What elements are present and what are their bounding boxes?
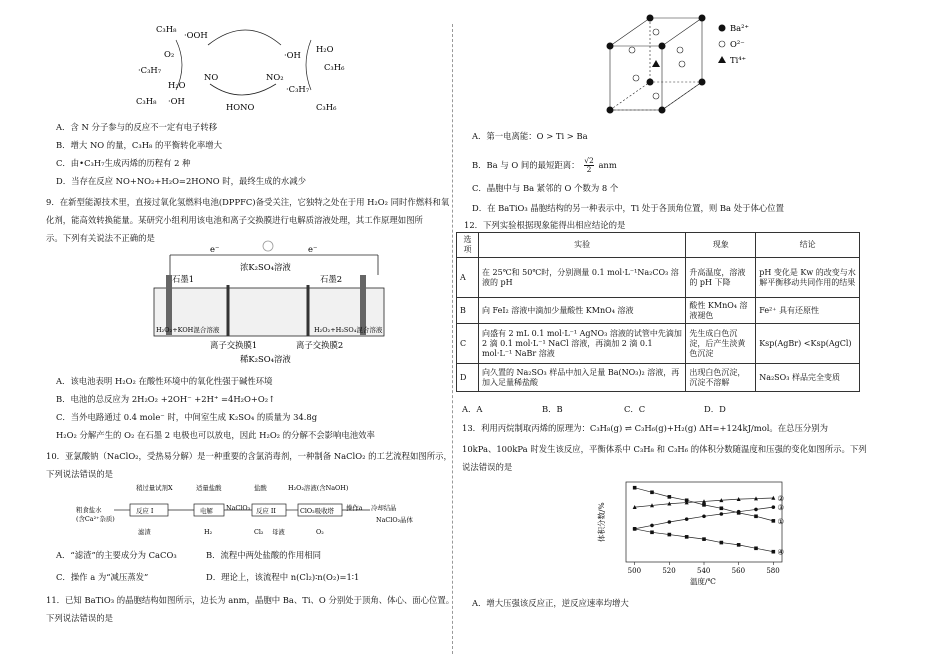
q10-reaction1: 反应 I (136, 507, 154, 515)
q11-b-den: 2 (586, 165, 592, 174)
bulb-icon (263, 241, 273, 251)
q10-stem-1: 10．亚氯酸钠（NaClO₂，受热易分解）是一种重要的含氯消毒剂，一种制备 NaClO₂ 的工艺流程如图所示， (46, 451, 452, 461)
data-point (702, 514, 706, 518)
q9-dilute-k2so4: 稀K₂SO₄溶液 (240, 354, 291, 364)
data-point (702, 537, 706, 541)
chart-frame (626, 482, 785, 562)
q10-hcl-a: 适量盐酸 (196, 484, 222, 492)
q9-e-left: e⁻ (210, 244, 220, 254)
q8-o2: O₂ (164, 49, 175, 59)
q13-stem-1: 13．利用丙烷制取丙烯的原理为：C₃H₈(g) ⇌ C₃H₆(g)+H₂(g) ΔH=+124kJ/mol。在总压分别为 (462, 423, 829, 433)
q8-option-b: B．增大 NO 的量，C₃H₈ 的平衡转化率增大 (56, 140, 223, 150)
q10-flow-diagram (76, 480, 426, 540)
q8-no: NO (204, 72, 219, 82)
q12-table (456, 232, 860, 392)
q8-option-c: C．由•C₃H₇生成丙烯的历程有 2 种 (56, 158, 191, 168)
column-divider (452, 24, 453, 654)
table-row: D 向久置的 Na₂SO₃ 样品中加入足量 Ba(NO₃)₂ 溶液，再加入足量稀盐酸 出现白色沉淀，沉淀不溶解 Na₂SO₃ 样品完全变质 (457, 364, 860, 392)
q10-option-b: B．流程中两处盐酸的作用相同 (206, 550, 322, 560)
header-phenomenon: 现象 (686, 233, 756, 258)
table-row: C 向盛有 2 mL 0.1 mol·L⁻¹ AgNO₃ 溶液的试管中先滴加 2 滴 0.1 mol·L⁻¹ NaCl 溶液，再滴加 2 滴 0.1 mol·L⁻¹ NaBr 溶液 先生成白色沉淀，后产生淡黄色沉淀 Ksp(AgBr) <Ksp(AgCl) (457, 324, 860, 364)
data-point (650, 530, 654, 534)
q8-oh-a: ·OH (168, 96, 185, 106)
q11-stem-1: 11．已知 BaTiO₃ 的晶胞结构如图所示，边长为 anm，晶胞中 Ba、Ti、O 分别处于顶角、体心、面心位置。 (46, 595, 455, 605)
q8-c3h7-b: ·C₃H₇ (286, 84, 310, 94)
q8-mechanism-diagram (116, 10, 376, 115)
q9-graphite1: 石墨1 (172, 274, 195, 284)
q10-stem-2: 下列说法错误的是 (46, 469, 113, 479)
q9-stem-1: 9．在新型能源技术里，直接过氧化氢燃料电池(DPPFC)备受关注，它独特之处在于用 H₂O₂ 同时作燃料和氧 (46, 197, 450, 207)
q8-hono: HONO (226, 102, 255, 112)
q10-h2o2: H₂O₂溶液(含NaOH) (288, 484, 349, 492)
header-conclusion: 结论 (756, 233, 860, 258)
data-point (772, 519, 776, 523)
q9-option-a: A．该电池表明 H₂O₂ 在酸性环境中的氧化性强于碱性环境 (56, 376, 273, 386)
arc-top (208, 30, 281, 45)
q10-option-d: D．理论上，该流程中 n(Cl₂)∶n(O₂)=1∶1 (206, 572, 360, 582)
q13-stem-2: 10kPa、100kPa 时发生该反应，平衡体系中 C₃H₈ 和 C₃H₆ 的体积分数随温度和压强的变化如图所示。下列 (462, 444, 867, 454)
q12-choice-d: D．D (704, 404, 726, 414)
q8-c3h8-a: C₃H₈ (156, 24, 177, 34)
q12-choice-c: C．C (624, 404, 646, 414)
legend-ba: Ba²⁺ (730, 23, 749, 33)
q10-electrolysis: 电解 (200, 507, 213, 515)
q10-clo2-absorb: ClO₂吸收塔 (300, 507, 334, 515)
data-point (668, 520, 672, 524)
ti-marker (652, 60, 660, 67)
q9-membrane2: 离子交换膜2 (296, 340, 344, 350)
data-point (772, 505, 776, 509)
table-row: B 向 FeI₂ 溶液中滴加少量酸性 KMnO₄ 溶液 酸性 KMnO₄ 溶液褪色 Fe²⁺ 具有还原性 (457, 298, 860, 324)
data-point (754, 514, 758, 518)
q11-stem-2: 下列说法错误的是 (46, 613, 113, 623)
q11-b-num: √2 (584, 156, 594, 165)
q8-c3h7-a: ·C₃H₇ (138, 65, 162, 75)
q8-h2o-a: H₂O (168, 80, 186, 90)
q9-option-d: H₂O₂ 分解产生的 O₂ 在石墨 2 电极也可以放电，因此 H₂O₂ 的分解不会影响电池效率 (56, 430, 375, 440)
q11-option-c: C．晶胞中与 Ba 紧邻的 O 个数为 8 个 (472, 183, 619, 193)
data-point (668, 495, 672, 499)
q10-raw-sub: (含Ca²⁺杂质) (76, 515, 115, 523)
q10-hcl-b: 盐酸 (254, 484, 267, 492)
header-option: 选项 (457, 233, 479, 258)
x-tick-label: 560 (731, 567, 746, 575)
data-point (754, 508, 758, 512)
q10-option-a: A．“滤渣”的主要成分为 CaCO₃ (56, 550, 177, 560)
q10-reaction2: 反应 II (256, 507, 276, 515)
data-point (650, 490, 654, 494)
arc-right (306, 40, 311, 90)
q10-product: NaClO₂晶体 (376, 516, 413, 524)
x-tick-label: 580 (766, 567, 780, 575)
q10-cryst: 冷却结晶 (371, 504, 397, 512)
q9-option-c: C．当外电路通过 0.4 mole⁻ 时，中间室生成 K₂SO₄ 的质量为 34.8g (56, 412, 318, 422)
data-point (720, 506, 724, 510)
q9-graphite2: 石墨2 (320, 274, 343, 284)
data-point (685, 517, 689, 521)
q8-option-d: D．当存在反应 NO+NO₂+H₂O=2HONO 时，最终生成的水减少 (56, 176, 307, 186)
q8-no2: NO₂ (266, 72, 284, 82)
data-point (685, 535, 689, 539)
q9-right-solution: H₂O₂+H₂SO₄混合溶液 (314, 326, 383, 334)
series-label: ② (777, 494, 785, 503)
q8-c3h6-b: C₃H₆ (316, 102, 337, 112)
q8-option-a: A．含 N 分子参与的反应不一定有电子转移 (56, 122, 218, 132)
q9-option-b: B．电池的总反应为 2H₂O₂ +2OH⁻ +2H⁺ =4H₂O+O₂↑ (56, 394, 276, 404)
series-label: ① (777, 516, 785, 526)
q11-option-b-text: B．Ba 与 O 间的最短距离： (472, 160, 580, 170)
table-row: A 在 25℃和 50℃时，分别测量 0.1 mol·L⁻¹Na₂CO₃ 溶液的 pH 升高温度，溶液的 pH 下降 pH 变化是 Kw 的改变与水解平衡移动共同作用的结果 (457, 258, 860, 298)
q10-option-c: C．操作 a 为“减压蒸发” (56, 572, 149, 582)
data-point (668, 533, 672, 537)
data-point (772, 550, 776, 554)
q11-option-d: D．在 BaTiO₃ 晶胞结构的另一种表示中，Ti 处于各顶角位置，则 Ba 处于体心位置 (472, 203, 784, 213)
data-point (650, 524, 654, 528)
q9-stem-3: 示。下列有关说法不正确的是 (46, 233, 155, 243)
q8-c3h6-a: C₃H₆ (324, 62, 345, 72)
chart-xlabel: 温度/℃ (690, 577, 716, 586)
data-point (737, 510, 741, 514)
q10-naclo3: NaClO₃ (226, 504, 251, 512)
data-point (737, 543, 741, 547)
q11-option-a: A．第一电离能：O > Ti > Ba (472, 131, 588, 141)
legend-o: O²⁻ (730, 39, 745, 49)
q9-stem-2: 化剂，能高效转换能量。某研究小组利用该电池和离子交换膜进行电解质溶液处理，其工作原理如图所 (46, 215, 423, 225)
q10-h2: H₂ (204, 528, 213, 536)
legend-ti: Ti⁴⁺ (730, 55, 747, 65)
q11-b-unit: anm (598, 160, 617, 170)
data-point (633, 486, 637, 490)
chart-ylabel: 体积分数/% (597, 502, 606, 542)
q10-op-a: 操作a (346, 504, 363, 512)
q8-c3h8-b: C₃H₈ (136, 96, 157, 106)
q11-crystal-cell (602, 6, 802, 118)
q9-conc-k2so4: 浓K₂SO₄溶液 (240, 262, 291, 272)
q8-oh-b: ·OH (284, 50, 301, 60)
data-point (754, 546, 758, 550)
q8-ooh: ·OOH (184, 30, 208, 40)
q12-title: 12．下列实验根据现象能得出相应结论的是 (464, 220, 626, 230)
q10-raw: 粗食盐水 (76, 506, 102, 514)
q9-left-solution: H₂O₂+KOH混合溶液 (156, 326, 220, 334)
data-point (633, 527, 637, 531)
header-experiment: 实验 (478, 233, 685, 258)
q9-e-right: e⁻ (308, 244, 318, 254)
q9-membrane1: 离子交换膜1 (210, 340, 258, 350)
x-tick-label: 540 (697, 567, 711, 575)
q13-chart (584, 470, 824, 592)
q12-choice-a: A．A (462, 404, 483, 414)
q9-cell-diagram (148, 240, 388, 368)
data-point (720, 541, 724, 545)
q10-mother: 母液 (272, 528, 285, 536)
data-point (702, 503, 706, 507)
q13-option-a: A．增大压强该反应正，逆反应速率均增大 (472, 598, 629, 608)
data-point (720, 512, 724, 516)
arc-bottom (210, 84, 276, 95)
q11-option-b (472, 157, 617, 174)
q12-choice-b: B．B (542, 404, 563, 414)
x-tick-label: 500 (627, 567, 642, 575)
q10-cl2: Cl₂ (254, 528, 264, 536)
q10-o2: O₂ (316, 528, 324, 536)
q10-residue: 滤渣 (138, 528, 151, 536)
q12-header-row (457, 233, 860, 258)
q10-reagent-x: 稍过量试剂X (136, 484, 173, 492)
q8-h2o-b: H₂O (316, 44, 334, 54)
series-label: ③ (777, 503, 785, 513)
q13-stem-3: 说法错误的是 (462, 462, 513, 472)
series-label: ④ (777, 547, 785, 557)
x-tick-label: 520 (662, 567, 676, 575)
